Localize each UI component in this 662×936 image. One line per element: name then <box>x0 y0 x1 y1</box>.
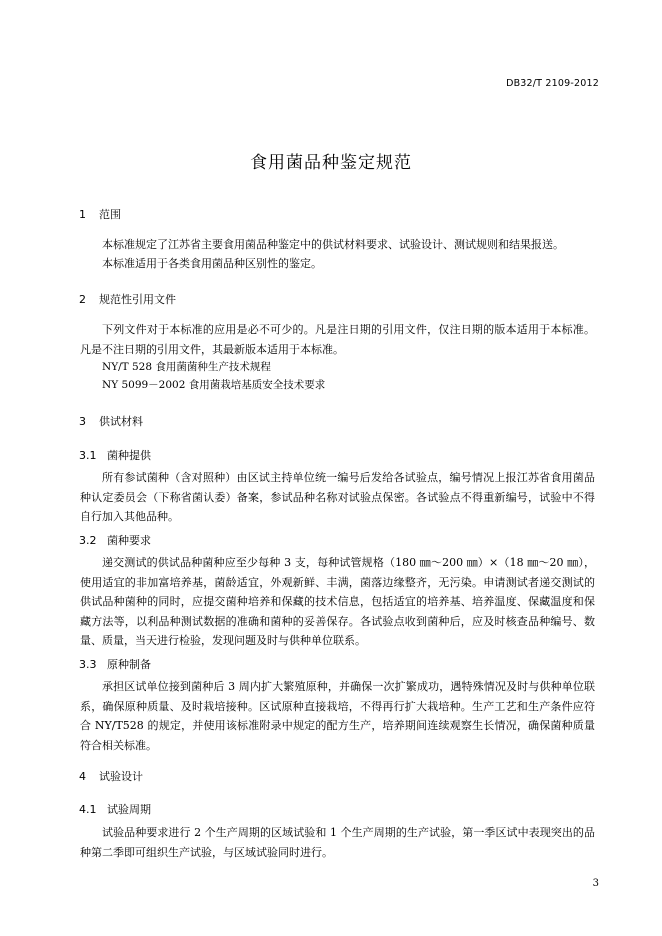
section-3-2-heading <box>79 532 151 548</box>
section-number: 3.3 <box>79 658 97 671</box>
section-title: 规范性引用文件 <box>99 293 176 306</box>
section-title: 试验周期 <box>107 803 151 816</box>
section-number: 3 <box>79 415 86 428</box>
paragraph: 下列文件对于本标准的应用是必不可少的。凡是注日期的引用文件，仅注日期的版本适用于本标准。凡是不注日期的引用文件，其最新版本适用于本标准。 <box>80 323 595 356</box>
reference-item: NY 5099－2002 食用菌栽培基质安全技术要求 <box>102 379 326 391</box>
section-number: 4 <box>79 770 86 783</box>
section-3-3-heading <box>79 656 151 672</box>
paragraph: 试验品种要求进行 2 个生产周期的区域试验和 1 个生产周期的生产试验，第一季区试中表现突出的品种第二季即可组织生产试验，与区域试验同时进行。 <box>80 826 595 859</box>
section-title: 原种制备 <box>107 658 151 671</box>
section-title: 菌种要求 <box>107 534 151 547</box>
section-number: 3.1 <box>79 449 97 462</box>
paragraph: 本标准规定了江苏省主要食用菌品种鉴定中的供试材料要求、试验设计、测试规则和结果报送。 <box>102 238 564 251</box>
standard-code: DB32/T 2109-2012 <box>506 78 599 89</box>
reference-item: NY/T 528 食用菌菌种生产技术规程 <box>102 361 271 373</box>
section-title: 范围 <box>99 208 121 221</box>
page-number: 3 <box>592 878 599 889</box>
section-title: 菌种提供 <box>107 449 151 462</box>
paragraph: 本标准适用于各类食用菌品种区别性的鉴定。 <box>102 257 322 270</box>
section-3-heading <box>79 413 143 429</box>
section-number: 4.1 <box>79 803 97 816</box>
section-title: 试验设计 <box>99 770 143 783</box>
paragraph: 所有参试菌种（含对照种）由区试主持单位统一编号后发给各试验点，编号情况上报江苏省食用菌品种认定委员会（下称省菌认委）备案，参试品种名称对试验点保密。各试验点不得重新编号，试验中不得自行加入其他品种。 <box>80 471 595 523</box>
section-number: 3.2 <box>79 534 97 547</box>
paragraph: 递交测试的供试品种菌种应至少每种 3 支，每种试管规格（180 ㎜～200 ㎜）×（18 ㎜～20 ㎜），使用适宜的非加富培养基，菌龄适宜，外观新鲜、丰满，菌落边缘整齐，无污染。申请测试者递交测试的供试品种菌种的同时，应提交菌种培养和保藏的技术信息，包括适宜的培养基、培养温度、保藏温度和保藏方法等，以利品种测试数据的准确和菌种的妥善保存。各试验点收到菌种后，应及时核查品种编号、数量、质量，当天进行检验，发现问题及时与供种单位联系。 <box>80 556 595 647</box>
section-4-heading <box>79 768 143 784</box>
section-title: 供试材料 <box>99 415 143 428</box>
section-4-1-heading <box>79 801 151 817</box>
section-3-1-heading <box>79 447 151 463</box>
document-title: 食用菌品种鉴定规范 <box>250 153 412 173</box>
section-number: 2 <box>79 293 86 306</box>
section-2-heading <box>79 291 176 307</box>
paragraph: 承担区试单位接到菌种后 3 周内扩大繁殖原种，并确保一次扩繁成功，遇特殊情况及时与供种单位联系，确保原种质量、及时栽培接种。区试原种直接栽培，不得再行扩大栽培种。生产工艺和生产条件应符合 NY/T528 的规定，并使用该标准附录中规定的配方生产，培养期间连续观察生长情况，确保菌种质量符合相关标准。 <box>80 680 595 752</box>
section-number: 1 <box>79 208 86 221</box>
section-1-heading <box>79 206 121 222</box>
